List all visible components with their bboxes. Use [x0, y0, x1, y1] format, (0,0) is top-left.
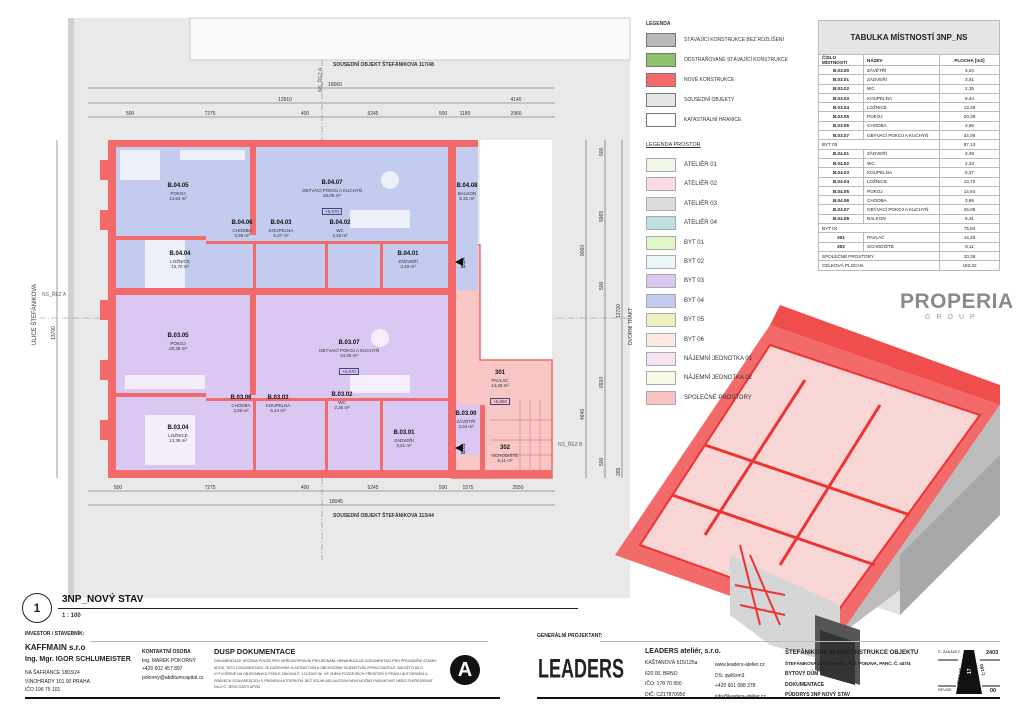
legend-swatch: [646, 333, 676, 347]
table-header: ČÍSLO MÍSTNOSTI: [819, 55, 864, 66]
legend-swatch: [646, 73, 676, 87]
table-cell: B.04.08: [819, 214, 864, 223]
table-cell: BALKON: [864, 214, 940, 223]
room-label: 302 SCHODIŠTĚ 6,11 m²: [491, 445, 519, 464]
dim-bottom-overall: 18045: [329, 499, 343, 505]
table-cell: CHODBA: [864, 121, 940, 130]
room-label: B.04.05 POKOJ 14,64 m²: [167, 183, 189, 202]
watermark-sub: GROUP: [925, 314, 981, 321]
table-row: [819, 196, 1000, 205]
dim: 5245: [367, 485, 379, 491]
table-row: [819, 251, 1000, 260]
table-cell: 6,11: [940, 242, 1000, 251]
room-label: B.04.04 LOŽNICE 13,70 m²: [169, 251, 191, 270]
legend-label: SOUSEDNÍ OBJEKTY: [684, 97, 735, 103]
dim: 500: [438, 111, 448, 117]
table-cell: B.04.01: [819, 149, 864, 158]
table-cell: 3,49: [940, 149, 1000, 158]
table-cell: 2,35: [940, 84, 1000, 93]
table-cell: KOUPELNA: [864, 93, 940, 102]
legend-swatch: [646, 391, 676, 405]
dim: 7275: [204, 485, 216, 491]
sheet-date: 2024-05: [956, 667, 964, 685]
dim-left-overall: 13700: [51, 326, 57, 340]
designer-company: LEADERS ateliér, s.r.o.: [645, 648, 721, 655]
dim: 1180: [459, 111, 471, 117]
legend-swatch: [646, 33, 676, 47]
legend-label: NÁJEMNÍ JEDNOTKA 02: [684, 375, 753, 382]
dim: 2960: [510, 111, 522, 117]
legend-swatch: [646, 371, 676, 385]
table-cell: POKOJ: [864, 186, 940, 195]
space-legend-item: [646, 313, 704, 327]
dim: 7275: [204, 111, 216, 117]
space-legend-item: [646, 236, 704, 250]
table-cell: B.03.00: [819, 66, 864, 75]
space-legend-item: [646, 177, 717, 191]
dim: 500: [125, 111, 135, 117]
designer-label: GENERÁLNÍ PROJEKTANT:: [537, 633, 603, 639]
legend-item: [646, 33, 784, 47]
legend-swatch: [646, 113, 676, 127]
table-cell: BYT 04: [819, 224, 940, 233]
table-cell: B.04.02: [819, 158, 864, 167]
legend-label: SPOLEČNÉ PROSTORY: [684, 394, 752, 401]
dim-right-overall: 13700: [616, 304, 622, 318]
table-cell: 2,33: [940, 158, 1000, 167]
legend-label: BYT 05: [684, 317, 704, 324]
sheet-scale: 1:100: [979, 663, 986, 676]
legend-swatch: [646, 216, 676, 230]
legend-item: [646, 113, 741, 127]
contact-block: KONTAKTNÍ OSOBA Ing. MAREK POKORNÝ +420 602 457 897 pokorny@abditumcapital.cz: [142, 649, 204, 681]
legend-swatch: [646, 197, 676, 211]
table-cell: OBÝVACÍ POKOJ A KUCHYŇ: [864, 131, 940, 140]
street-label: ULICE ŠTEFÁNIKOVA: [32, 284, 38, 345]
leaders-logo: LEADERS: [538, 653, 625, 684]
table-row: [819, 186, 1000, 195]
legend-label: ATELIÉR 01: [684, 162, 717, 168]
legend-swatch: [646, 177, 676, 191]
table-row: [819, 224, 1000, 233]
room-label: B.04.02 WC 2,33 m²: [329, 220, 351, 239]
legend-swatch: [646, 255, 676, 269]
space-legend-item: [646, 158, 717, 172]
legend-swatch: [646, 158, 676, 172]
table-cell: B.03.01: [819, 75, 864, 84]
section-a-label: NS_ŘEZ A: [42, 292, 67, 298]
space-legend-item: [646, 294, 704, 308]
table-cell: B.04.03: [819, 168, 864, 177]
space-legend-item: [646, 371, 752, 385]
space-legend-item: [646, 333, 704, 347]
legend-swatch: [646, 93, 676, 107]
project-info: ŠTEFÁNIKOVA 46 REKONSTRUKCE OBJEKTU ŠTEFÁNIKOVA 115/46, BRNO, K.Ú. PONAVA, PARC. Č. 447/4 BYTOVÝ DŮM DOKUMENTACE PŮDORYS 3NP NOVÝ STAV: [785, 650, 919, 698]
room-label: B.04.01 ZÁDVEŘÍ 3,49 m²: [397, 251, 419, 270]
designer-address: KAŠTANOVÁ 515/125a 620 00, BRNO IČO: 178 70 950 DIČ: CZ17870950: [645, 660, 698, 698]
table-cell: WC: [864, 158, 940, 167]
legend-label: ODSTRAŇOVANÉ STÁVAJÍCÍ KONSTRUKCE: [684, 57, 788, 63]
legend-label: KATASTRÁLNÍ HRANICE: [684, 117, 742, 123]
table-cell: WC: [864, 84, 940, 93]
table-row: [819, 158, 1000, 167]
legend-item: [646, 53, 788, 67]
doc-title: DUSP DOKUMENTACE: [214, 647, 296, 656]
legend-label: BYT 04: [684, 297, 704, 304]
legend-label: BYT 03: [684, 278, 704, 285]
table-cell: ZÁDVEŘÍ: [864, 149, 940, 158]
level-mark: +6,970: [322, 208, 342, 216]
room-label: 301 PAVLAČ 14,25 m² +6,950: [491, 370, 509, 404]
legend-swatch: [646, 313, 676, 327]
neighbor-top-label: SOUSEDNÍ OBJEKT ŠTEFÁNIKOVA 117/48: [333, 62, 434, 68]
table-row: [819, 84, 1000, 93]
room-label: B.03.03 KOUPELNA 6,44 m²: [265, 395, 291, 414]
sheet-number: 17: [967, 668, 973, 674]
table-cell: LOŽNICE: [864, 177, 940, 186]
legend-label: NOVÉ KONSTRUKCE: [684, 77, 735, 83]
legend-swatch: [646, 274, 676, 288]
table-cell: 3,95: [940, 121, 1000, 130]
legend-label: ATELIÉR 02: [684, 181, 717, 188]
table-cell: 75,84: [940, 224, 1000, 233]
dim: 500: [599, 457, 605, 466]
section-b-label: NS_ŘEZ B: [558, 442, 583, 448]
dim: 500: [438, 485, 448, 491]
table-cell: 183,32: [940, 261, 1000, 270]
investor-person: Ing. Mgr. IGOR SCHLUMEISTER: [25, 656, 131, 663]
table-cell: 3,04: [940, 66, 1000, 75]
room-label: B.03.00 ZÁVĚTŘÍ 3,04 m²: [455, 411, 477, 430]
table-cell: 87,13: [940, 140, 1000, 149]
room-table: [818, 20, 1000, 271]
table-cell: 301: [819, 233, 864, 242]
table-cell: 14,25: [940, 233, 1000, 242]
table-row: [819, 103, 1000, 112]
table-cell: 34,06: [940, 131, 1000, 140]
room-label: B.03.04 LOŽNICE 13,39 m²: [167, 425, 189, 444]
legend-item: [646, 93, 734, 107]
table-cell: ZÁDVEŘÍ: [864, 75, 940, 84]
revision-label: REVIZE: [938, 688, 952, 692]
table-cell: LOŽNICE: [864, 103, 940, 112]
table-cell: KOUPELNA: [864, 168, 940, 177]
room-label: B.03.05 POKOJ 20,39 m²: [167, 333, 189, 352]
view-number-circle: 1: [22, 593, 52, 623]
table-cell: 26,05: [940, 205, 1000, 214]
dim-right-upper: 9060: [580, 244, 586, 256]
table-row: [819, 140, 1000, 149]
legend-label: NÁJEMNÍ JEDNOTKA 01: [684, 356, 753, 362]
room-label: B.03.02 WC 2,35 m²: [331, 392, 353, 411]
table-row: [819, 177, 1000, 186]
table-row: [819, 75, 1000, 84]
view-scale: 1 : 100: [62, 613, 81, 619]
table-cell: 3,95: [940, 196, 1000, 205]
investor-company: KAFFMAIN s.r.o: [25, 643, 86, 652]
order-label: Č. ZAKÁZKY: [938, 650, 961, 654]
table-row: [819, 121, 1000, 130]
table-row: [819, 93, 1000, 102]
dim: 500: [113, 485, 123, 491]
room-label: B.03.01 ZÁDVEŘÍ 3,51 m²: [393, 430, 415, 449]
legend-title: LEGENDA: [646, 21, 671, 27]
table-cell: ZÁVĚTŘÍ: [864, 66, 940, 75]
table-row: [819, 214, 1000, 223]
room-label: B.03.06 CHODBA 3,95 m²: [230, 395, 252, 414]
table-cell: B.03.04: [819, 103, 864, 112]
designer-contact: www.leaders-atelier.cz DS: qwl6xm3 +420 601 088 378 info@leaders-atelier.cz: [715, 662, 766, 700]
space-legend-item: [646, 255, 704, 269]
dim: 500: [599, 281, 605, 290]
table-cell: PAVLAČ: [864, 233, 940, 242]
space-legend-item: [646, 216, 717, 230]
dim: 500: [599, 147, 605, 156]
table-row: [819, 233, 1000, 242]
table-row: [819, 242, 1000, 251]
table-cell: CHODBA: [864, 196, 940, 205]
legend-item: [646, 73, 734, 87]
table-cell: B.03.05: [819, 112, 864, 121]
table-cell: B.03.03: [819, 93, 864, 102]
table-header: NÁZEV: [864, 55, 940, 66]
legend-label: BYT 01: [684, 239, 704, 246]
dim: 5965: [599, 210, 605, 222]
neighbor-building-top: [190, 18, 630, 60]
table-cell: 3,51: [940, 75, 1000, 84]
space-legend-item: [646, 391, 752, 405]
dim-top-overall: 18060: [328, 82, 342, 88]
view-title: 3NP_NOVÝ STAV: [62, 594, 144, 605]
table-cell: CELKOVÁ PLOCHA: [819, 261, 940, 270]
legend-space-title: LEGENDA PROSTOR: [646, 142, 701, 148]
dim: 6910: [599, 376, 605, 388]
table-row: [819, 149, 1000, 158]
table-row: [819, 168, 1000, 177]
table-cell: SCHODIŠTĚ: [864, 242, 940, 251]
table-cell: 5,31: [940, 214, 1000, 223]
table-row: [819, 205, 1000, 214]
table-cell: B.04.06: [819, 196, 864, 205]
table-row: [819, 112, 1000, 121]
table-cell: OBÝVACÍ POKOJ A KUCHYŇ: [864, 205, 940, 214]
room-label: B.04.06 CHODBA 3,95 m²: [231, 220, 253, 239]
level-mark: +6,970: [339, 368, 359, 376]
table-row: [819, 131, 1000, 140]
dim: 400: [300, 111, 310, 117]
table-cell: B.04.05: [819, 186, 864, 195]
legend-label: ATELIÉR 03: [684, 200, 717, 207]
legend-swatch: [646, 53, 676, 67]
table-row: [819, 261, 1000, 270]
dim-right-lower: 4640: [580, 408, 586, 420]
table-cell: B.03.02: [819, 84, 864, 93]
entrance-mark: B.03: [461, 443, 467, 454]
section-a-label-top: NS_ŘEZ A: [318, 67, 324, 92]
level-mark: +6,950: [490, 398, 510, 406]
legend-swatch: [646, 294, 676, 308]
legend-label: ATELIÉR 04: [684, 220, 717, 227]
table-cell: BYT 03: [819, 140, 940, 149]
order-number: 2403: [986, 650, 999, 656]
dim: 400: [300, 485, 310, 491]
table-cell: 302: [819, 242, 864, 251]
courtyard-label: DVORNÍ TRAKT: [628, 307, 634, 345]
revision-number: 00: [990, 688, 997, 694]
room-table-title: TABULKA MÍSTNOSTÍ 3NP_NS: [819, 21, 1000, 55]
investor-address: NA ŠAFRÁNCE 1803/24 VINOHRADY 101 00 PRAHA IČO 196 75 101: [25, 670, 90, 694]
table-cell: SPOLEČNÉ PROSTORY: [819, 251, 940, 260]
dim: 2550: [512, 485, 524, 491]
investor-label: INVESTOR / STAVEBNÍK:: [25, 631, 85, 637]
legend-label: BYT 06: [684, 336, 704, 343]
dim: 5245: [367, 111, 379, 117]
legend-label: STÁVAJÍCÍ KONSTRUKCE BEZ ROZLIŠENÍ: [684, 37, 784, 43]
table-cell: B.04.07: [819, 205, 864, 214]
dim-top-right: 4140: [510, 97, 522, 103]
stamp-logo: A: [450, 655, 480, 685]
legend-label: BYT 02: [684, 259, 704, 265]
doc-disclaimer: DOKUMENTACE URČENA POUZE PRO VEŘEJNOPRÁVNÍ PROJEDNÁNÍ, NENAHRAZUJE DOKUMENTACI PRO PROVÁDĚNÍ STAVBY APOD. TATO DOKUMENTACE JE DUŠEVNÍM VLASTNICTVÍM A OBCHODNÍM TAJEMSTVÍM ZPRACOVATELE, JAKOŽTO DÍLO VYTVOŘENÉ NA OBJEDNÁVKU PODLE ZÁKONA Č. 121/2000 Sb. VE ZNĚNÍ POZDĚJŠÍCH PŘEDPISŮ O PRÁVU AUTORSKÉM A PRÁVECH SOUVISEJÍCÍCH S PRÁVEM AUTORSKÝM. BEZ SOUHLASU AUTORA NENÍ MOŽNO PUBLIKOVAT NEBO ZVEŘEJŇOVAT DÍLO Č. JEHO ČÁSTI APOD.: [214, 659, 437, 689]
table-cell: 13,39: [940, 103, 1000, 112]
room-label: B.04.03 KOUPELNA 6,37 m²: [268, 220, 294, 239]
table-cell: 14,64: [940, 186, 1000, 195]
table-cell: 6,37: [940, 168, 1000, 177]
space-legend-item: [646, 352, 752, 366]
table-row: [819, 66, 1000, 75]
table-cell: 6,44: [940, 93, 1000, 102]
space-legend-item: [646, 197, 717, 211]
space-legend-item: [646, 274, 704, 288]
table-cell: POKOJ: [864, 112, 940, 121]
table-cell: 20,39: [940, 112, 1000, 121]
table-cell: B.03.07: [819, 131, 864, 140]
dim-top-left: 13910: [278, 97, 292, 103]
dim: 1575: [462, 485, 474, 491]
table-cell: B.04.04: [819, 177, 864, 186]
room-label: B.04.07 OBÝVACÍ POKOJ A KUCHYŇ 26,05 m² +6,970: [301, 180, 363, 214]
room-label: B.03.07 OBÝVACÍ POKOJ A KUCHYŇ 34,06 m² +6,970: [318, 340, 380, 374]
table-cell: 13,70: [940, 177, 1000, 186]
neighbor-bottom-label: SOUSEDNÍ OBJEKT ŠTEFÁNIKOVA 113/44: [333, 513, 434, 519]
watermark-logo: PROPERIA: [900, 290, 1014, 313]
entrance-mark: B.04: [461, 257, 467, 268]
legend-swatch: [646, 236, 676, 250]
table-header: PLOCHA [m2]: [940, 55, 1000, 66]
table-cell: 20,35: [940, 251, 1000, 260]
legend-swatch: [646, 352, 676, 366]
dim: 265: [616, 467, 622, 476]
table-cell: B.03.06: [819, 121, 864, 130]
room-label: B.04.08 BALKON 5,31 m²: [456, 183, 478, 202]
